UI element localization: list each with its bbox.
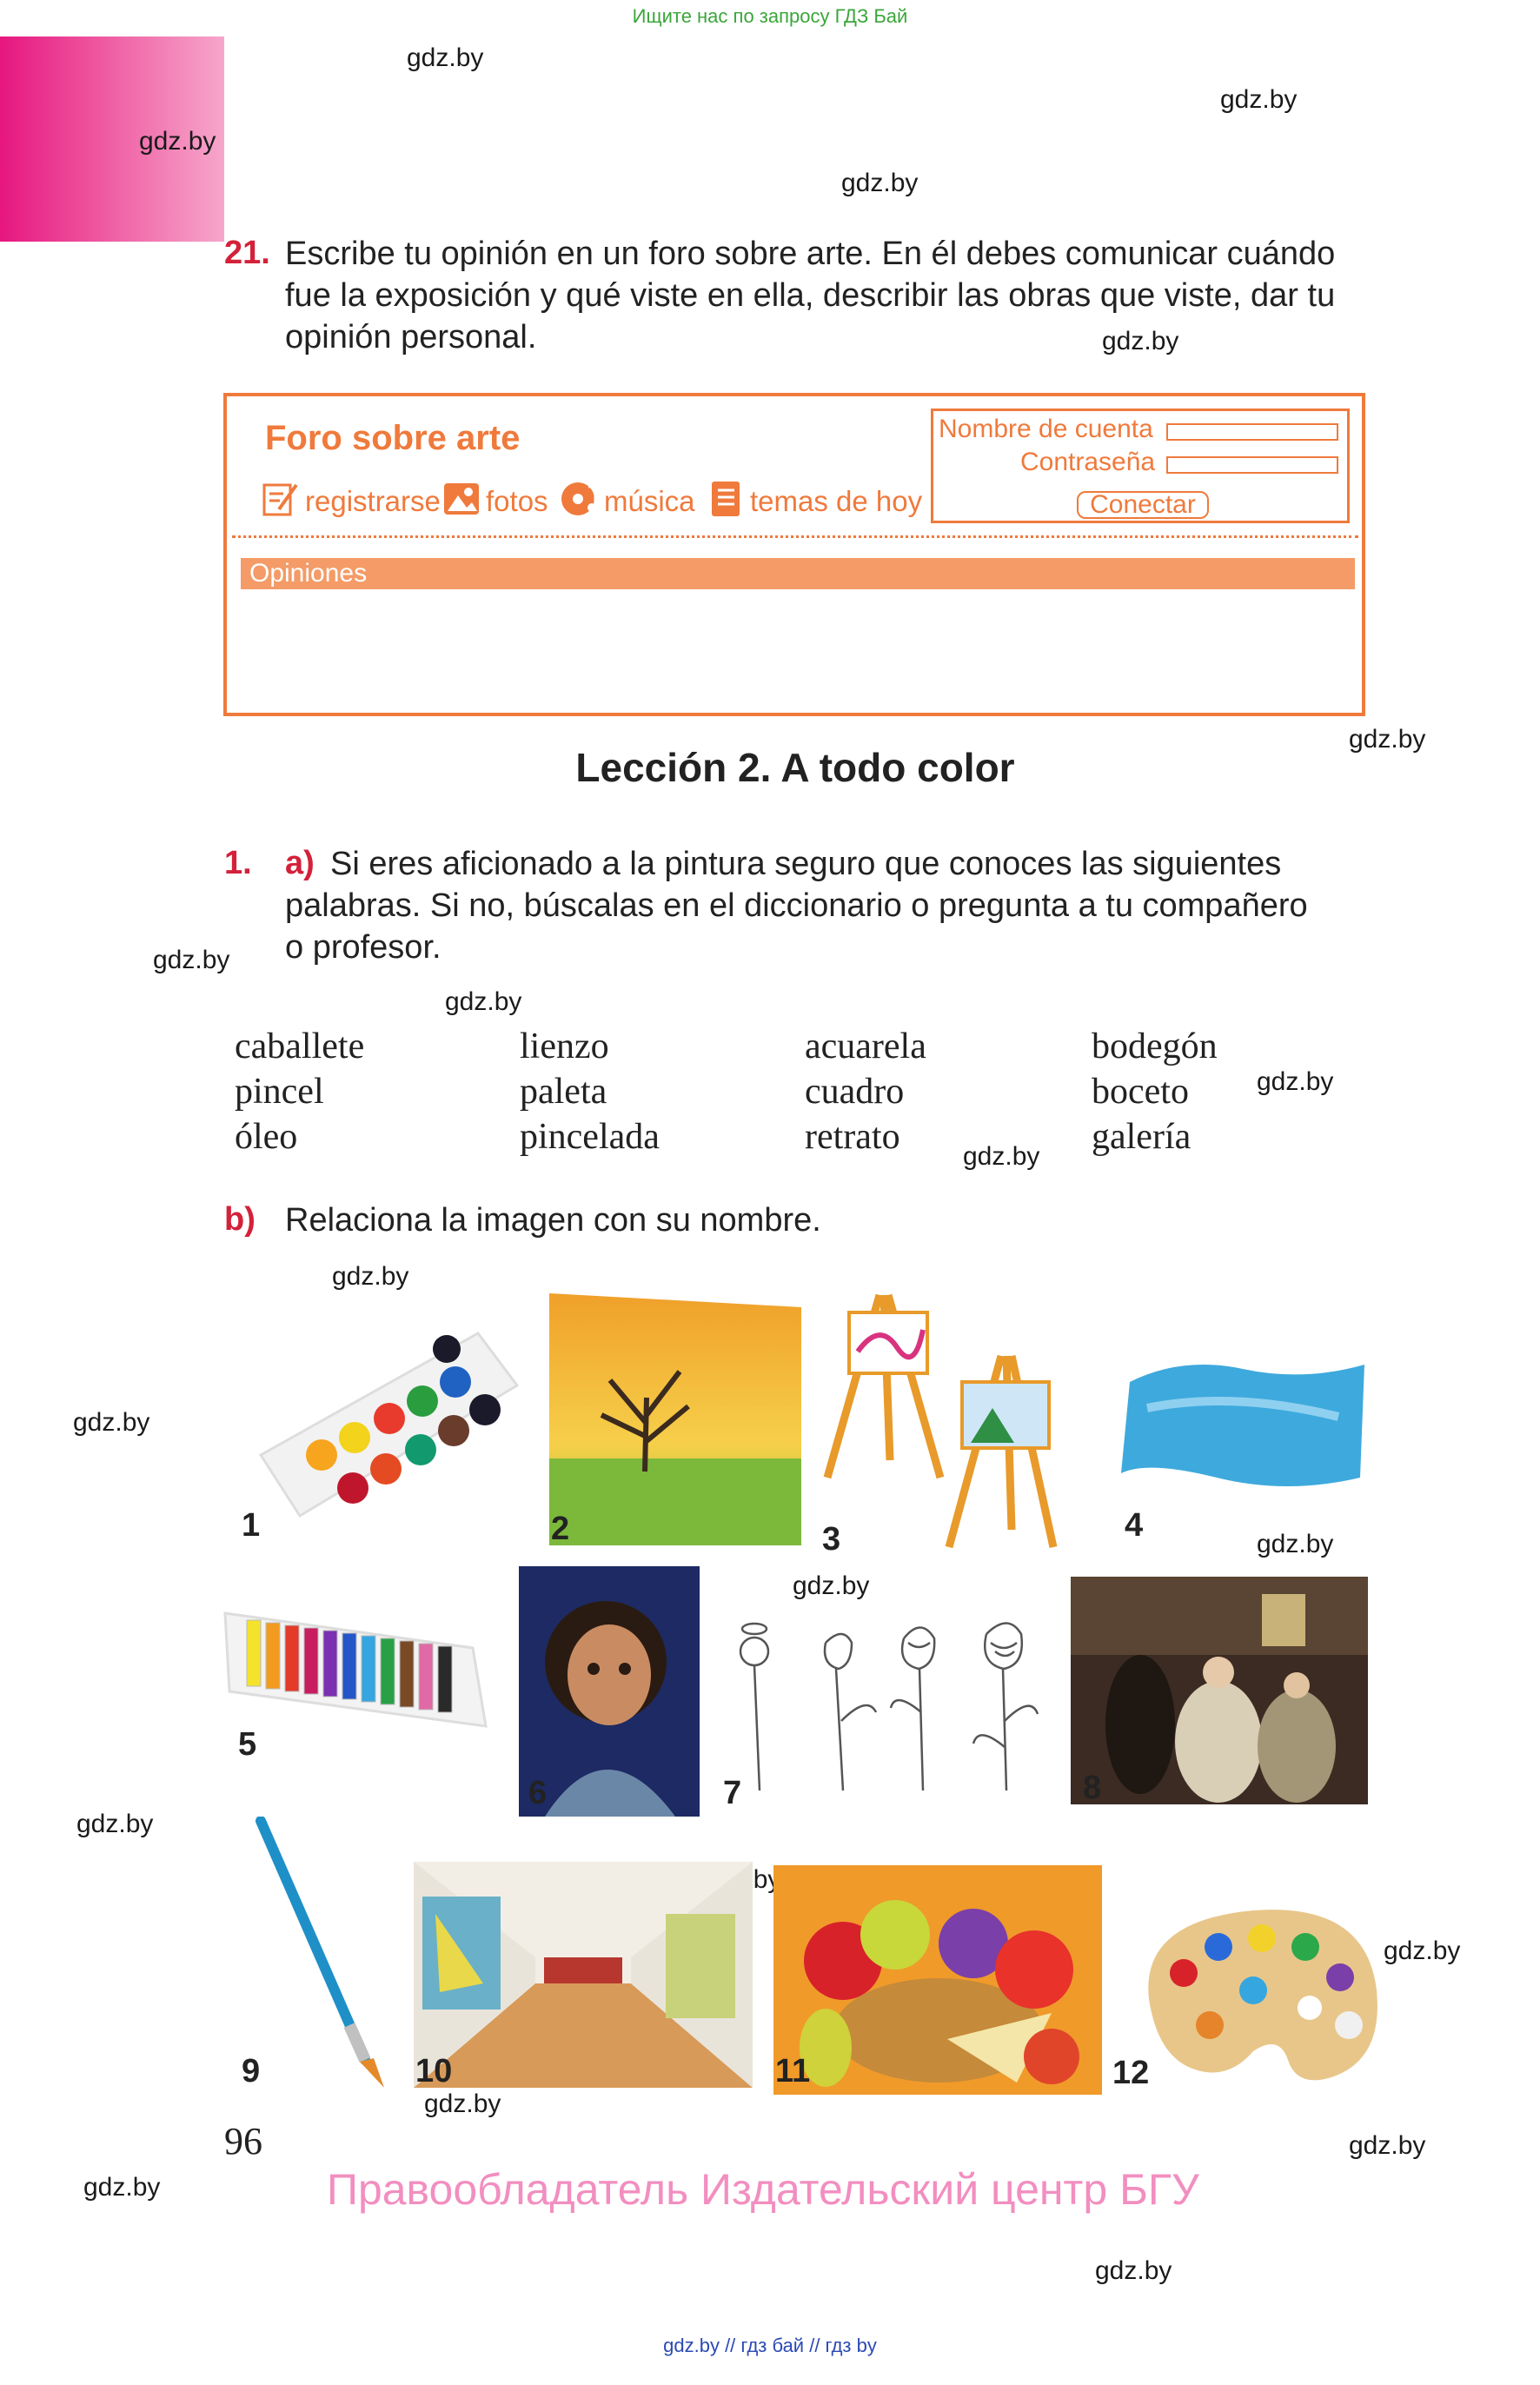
photo-icon (442, 480, 481, 518)
opinions-bar: Opiniones (241, 558, 1355, 589)
watermark: gdz.by (445, 987, 522, 1016)
watermark: gdz.by (76, 1810, 154, 1838)
rose-sketches-image (730, 1617, 1043, 1799)
vocab-word: óleo (235, 1117, 298, 1157)
watermark: gdz.by (1257, 1530, 1334, 1558)
easels-image (819, 1286, 1079, 1556)
gallery-hall-image (414, 1862, 753, 2088)
task-text-line: palabras. Si no, búscalas en el diccionario o pregunta a tu compañero (285, 887, 1308, 924)
watermark: gdz.by (1095, 2256, 1172, 2285)
notebook-icon (707, 480, 745, 518)
image-number: 11 (775, 2053, 811, 2089)
task-number: 21. (224, 235, 270, 271)
watermark: gdz.by (73, 1408, 150, 1437)
part-b-label: b) (224, 1201, 256, 1238)
task-text-line: o profesor. (285, 929, 441, 966)
task-text-line: Si eres aficionado a la pintura seguro que conoces las siguientes (330, 846, 1282, 882)
vocab-word: paleta (520, 1072, 607, 1112)
connect-button[interactable]: Conectar (1077, 491, 1209, 519)
image-number: 2 (551, 1511, 570, 1547)
watermark: gdz.by (841, 169, 919, 197)
nav-label: fotos (486, 485, 548, 517)
vocab-word: galería (1092, 1117, 1192, 1157)
watermark: gdz.by (83, 2173, 161, 2202)
task-text-line: fue la exposición y qué viste en ella, describir las obras que viste, dar tu (285, 277, 1336, 314)
lesson-title: Lección 2. A todo color (575, 745, 1015, 790)
password-field[interactable] (1166, 456, 1338, 474)
vocab-word: cuadro (805, 1072, 905, 1112)
vocab-word: acuarela (805, 1026, 926, 1066)
blue-brushstroke-image (1112, 1347, 1373, 1495)
task-text-line: Escribe tu opinión en un foro sobre arte. En él debes comunicar cuándo (285, 236, 1336, 272)
watermark: gdz.by (424, 2089, 501, 2118)
watercolor-set-image (252, 1307, 523, 1525)
watermark: gdz.by (1349, 725, 1426, 754)
nav-temas-de-hoy[interactable] (707, 480, 922, 518)
watermark: gdz.by (963, 1142, 1040, 1171)
account-field[interactable] (1166, 423, 1338, 441)
vocab-word: boceto (1092, 1072, 1189, 1112)
forum-title: Foro sobre arte (265, 419, 521, 457)
login-panel (931, 409, 1350, 523)
copyright-notice: Правообладатель Издательский центр БГУ (327, 2165, 1199, 2214)
watermark: gdz.by (407, 43, 484, 72)
image-number: 7 (723, 1775, 742, 1811)
part-a-label: a) (285, 845, 315, 881)
image-number: 12 (1112, 2055, 1150, 2091)
watermark: gdz.by (1349, 2131, 1426, 2160)
watermark: gdz.by (1220, 85, 1298, 114)
image-number: 8 (1083, 1770, 1102, 1806)
nav-registrarse[interactable] (262, 480, 441, 518)
forum-mockup (223, 393, 1365, 716)
image-number: 5 (238, 1726, 257, 1763)
image-number: 4 (1125, 1507, 1144, 1544)
image-number: 3 (822, 1521, 841, 1558)
paintbrush-image (243, 1817, 400, 2095)
nav-label: música (604, 485, 695, 517)
image-number: 10 (415, 2053, 453, 2089)
account-label: Nombre de cuenta (939, 415, 1153, 443)
canvas-landscape-image (549, 1293, 801, 1545)
vocab-word: bodegón (1092, 1026, 1218, 1066)
watermark: gdz.by (1102, 327, 1179, 355)
watermark: gdz.by (332, 1262, 409, 1291)
palette-image (1132, 1895, 1384, 2096)
vocab-word: lienzo (520, 1026, 609, 1066)
image-number: 6 (528, 1775, 548, 1811)
image-number: 9 (242, 2053, 261, 2089)
watermark: gdz.by (153, 946, 230, 974)
pencil-note-icon (262, 480, 300, 518)
nav-fotos[interactable] (442, 480, 548, 518)
divider (232, 535, 1358, 538)
paint-tubes-image (221, 1596, 490, 1735)
nav-musica[interactable] (561, 480, 695, 518)
vocab-word: pincelada (520, 1117, 660, 1157)
watermark: gdz.by (139, 127, 216, 156)
task-text-line: opinión personal. (285, 319, 537, 355)
fruit-still-life-image (773, 1865, 1102, 2095)
image-number: 1 (242, 1507, 261, 1544)
vocab-word: pincel (235, 1072, 324, 1112)
task-text-line: Relaciona la imagen con su nombre. (285, 1202, 821, 1239)
vocab-word: retrato (805, 1117, 900, 1157)
password-label: Contraseña (1020, 448, 1156, 476)
nav-label: registrarse (305, 485, 441, 517)
vocab-word: caballete (235, 1026, 365, 1066)
page-number: 96 (224, 2120, 262, 2162)
classic-painting-image (1071, 1577, 1368, 1804)
watermark: gdz.by (1384, 1937, 1461, 1965)
footer-links[interactable]: gdz.by // гдз бай // гдз by (663, 2335, 877, 2356)
watermark: gdz.by (1257, 1067, 1334, 1096)
top-note: Ищите нас по запросу ГДЗ Бай (632, 5, 908, 27)
nav-label: temas de hoy (750, 485, 923, 517)
watermark: gdz.by (793, 1571, 870, 1600)
music-disc-icon (561, 480, 599, 518)
task-number: 1. (224, 845, 252, 881)
